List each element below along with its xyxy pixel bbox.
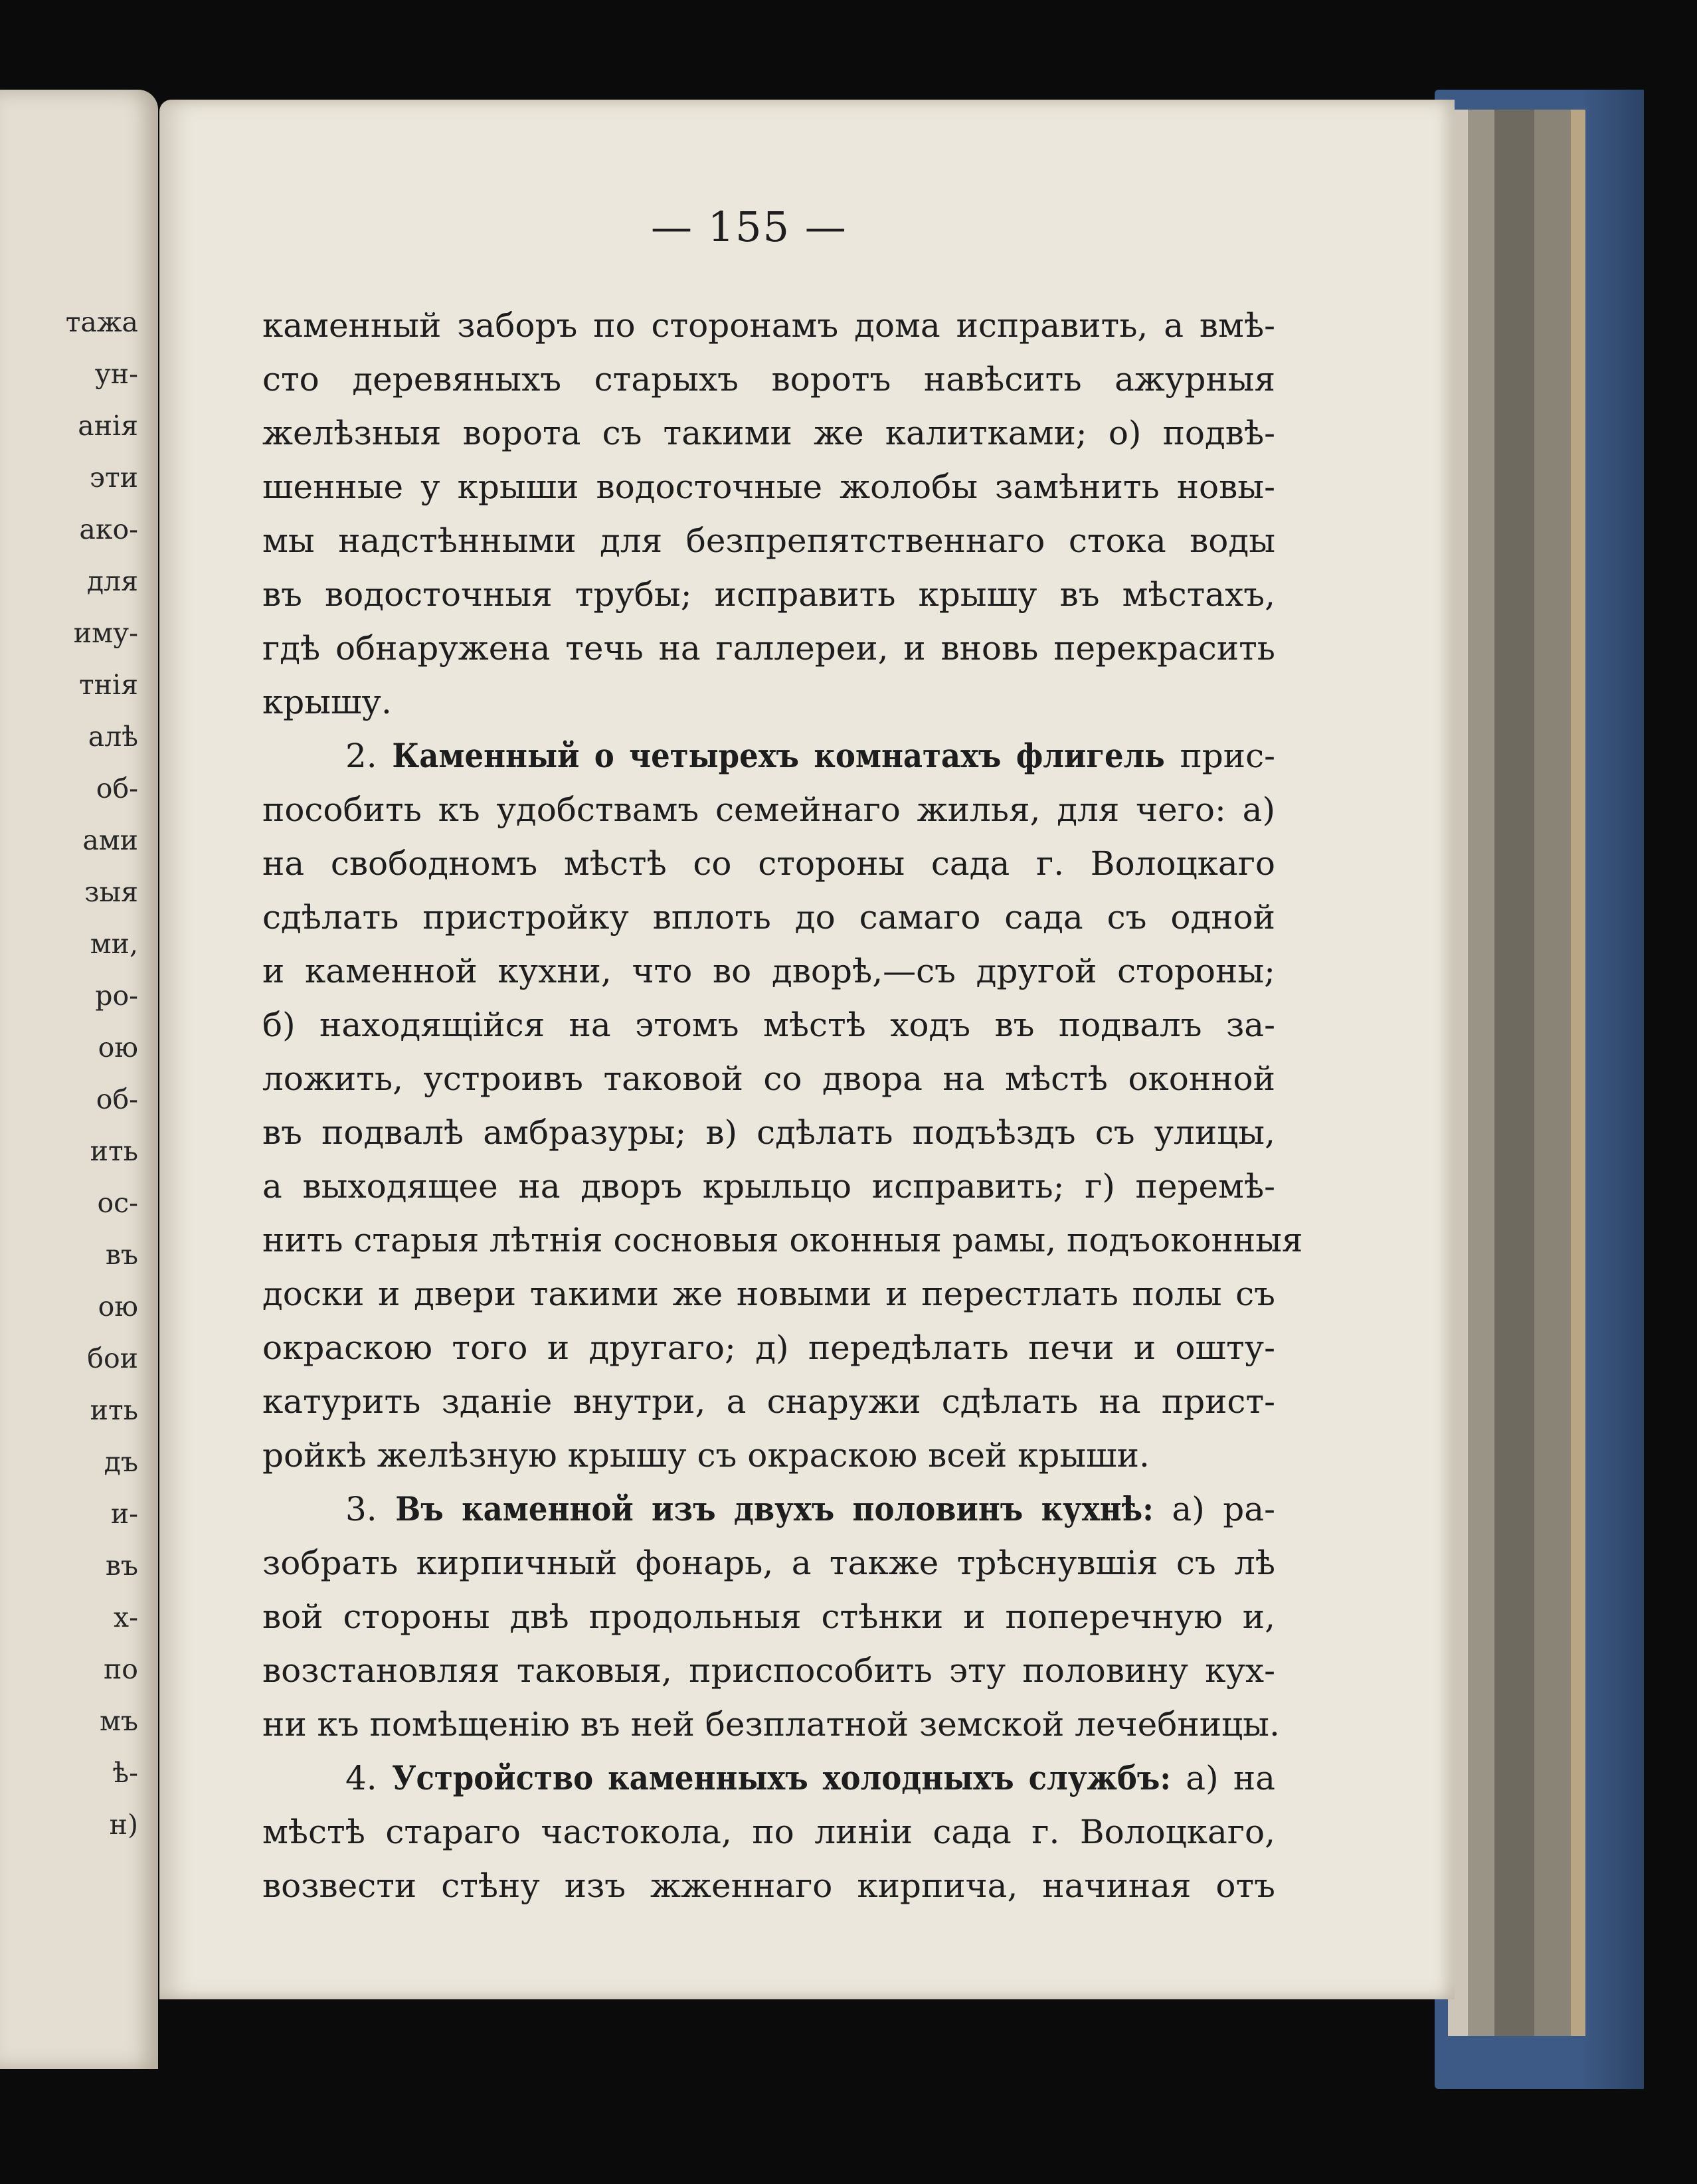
text-line: каменный заборъ по сторонамъ дома исправить, а вмѣ- — [262, 306, 1275, 345]
left-line: тнія — [79, 669, 138, 701]
left-line: по — [103, 1653, 138, 1685]
left-line: ою — [98, 1291, 138, 1322]
left-line: тажа — [65, 306, 138, 338]
text-line: сдѣлать пристройку вплоть до самаго сада съ одной — [262, 898, 1275, 937]
left-line: ос- — [97, 1187, 138, 1219]
left-line: мъ — [100, 1705, 138, 1737]
section-number: 2. — [345, 737, 377, 775]
left-line: анія — [78, 410, 138, 442]
text-line: въ водосточныя трубы; исправить крышу въ мѣстахъ, — [262, 575, 1275, 614]
text-line: катурить зданіе внутри, а снаружи сдѣлать на прист- — [262, 1382, 1275, 1421]
left-line: и- — [110, 1498, 138, 1530]
text-line: а выходящее на дворъ крыльцо исправить; г) перемѣ- — [262, 1167, 1275, 1206]
text-line: желѣзныя ворота съ такими же калитками; о) подвѣ- — [262, 414, 1275, 452]
left-line: ун- — [94, 358, 138, 390]
page-edge — [1468, 110, 1494, 2036]
section-heading — [345, 736, 1275, 775]
left-line: дъ — [104, 1446, 138, 1478]
section-title: Въ каменной изъ двухъ половинъ кухнѣ: — [395, 1489, 1154, 1528]
text-line: зобрать кирпичный фонарь, а также трѣснувшія съ лѣ — [262, 1544, 1275, 1582]
left-line: об- — [96, 773, 138, 804]
text-line: шенные у крыши водосточные жолобы замѣнить новы- — [262, 468, 1275, 506]
text-line: ложить, устроивъ таковой со двора на мѣстѣ оконной — [262, 1059, 1275, 1098]
text-line: окраскою того и другаго; д) передѣлать печи и ошту- — [262, 1328, 1275, 1367]
text-line: нить старыя лѣтнія сосновыя оконныя рамы, подъоконныя — [262, 1221, 1303, 1259]
section-number: 4. — [345, 1759, 377, 1797]
left-line: н) — [109, 1809, 138, 1841]
text-line: сто деревяныхъ старыхъ воротъ навѣсить ажурныя — [262, 360, 1275, 399]
text-line: б) находящійся на этомъ мѣстѣ ходъ въ подвалъ за- — [262, 1006, 1275, 1044]
left-line: для — [86, 565, 138, 597]
left-line: въ — [105, 1239, 138, 1271]
page-number: — 155 — — [651, 203, 848, 251]
text-line: и каменной кухни, что во дворѣ,—съ другой стороны; — [262, 952, 1275, 990]
page-edge — [1534, 110, 1571, 2036]
text-line: въ подвалѣ амбразуры; в) сдѣлать подъѣздъ съ улицы, — [262, 1113, 1275, 1152]
section-first-rest: прис- — [1180, 737, 1275, 775]
text-line: доски и двери такими же новыми и перестлать полы съ — [262, 1275, 1275, 1313]
text-line: гдѣ обнаружена течь на галлереи, и вновь перекрасить — [262, 629, 1275, 668]
text-line: крышу. — [262, 683, 392, 721]
left-line: въ — [105, 1550, 138, 1582]
left-line: х- — [114, 1601, 138, 1633]
left-line: бои — [87, 1342, 138, 1374]
left-line: ако- — [79, 513, 138, 545]
text-line: вой стороны двѣ продольныя стѣнки и поперечную и, — [262, 1597, 1275, 1636]
left-line: эти — [90, 462, 138, 494]
text-line: ройкѣ желѣзную крышу съ окраскою всей крыши. — [262, 1436, 1150, 1475]
text-line: ни къ помѣщенію въ ней безплатной земской лечебницы. — [262, 1705, 1280, 1744]
left-line: об- — [96, 1083, 138, 1115]
left-line: ою — [98, 1032, 138, 1063]
section-heading — [345, 1489, 1275, 1528]
left-line: ами — [82, 824, 138, 856]
page-edge — [1571, 110, 1585, 2036]
section-title: Устройство каменныхъ холодныхъ службъ: — [391, 1758, 1172, 1797]
page-edge — [1494, 110, 1534, 2036]
left-page — [0, 90, 158, 2069]
left-line: ить — [90, 1394, 138, 1426]
section-number: 3. — [345, 1490, 377, 1528]
text-line: на свободномъ мѣстѣ со стороны сада г. Волоцкаго — [262, 844, 1275, 883]
text-line: пособить къ удобствамъ семейнаго жилья, для чего: а) — [262, 790, 1275, 829]
section-title: Каменный о четырехъ комнатахъ флигель — [392, 736, 1165, 775]
text-line: возвести стѣну изъ жженнаго кирпича, начиная отъ — [262, 1866, 1275, 1905]
left-line: иму- — [73, 617, 138, 649]
text-line: мы надстѣнными для безпрепятственнаго стока воды — [262, 521, 1275, 560]
left-line: ро- — [95, 980, 138, 1012]
left-line: ить — [90, 1135, 138, 1167]
left-line: зыя — [84, 876, 138, 908]
left-line: ѣ- — [112, 1757, 138, 1789]
section-first-rest: а) на — [1186, 1759, 1275, 1797]
section-heading — [345, 1758, 1275, 1797]
left-line: ми, — [90, 928, 138, 960]
text-line: мѣстѣ стараго частокола, по линіи сада г. Волоцкаго, — [262, 1813, 1275, 1851]
text-line: возстановляя таковыя, приспособить эту половину кух- — [262, 1651, 1275, 1690]
book-cover-shade — [1581, 90, 1644, 2089]
left-line: алѣ — [88, 721, 138, 753]
section-first-rest: а) ра- — [1172, 1490, 1275, 1528]
